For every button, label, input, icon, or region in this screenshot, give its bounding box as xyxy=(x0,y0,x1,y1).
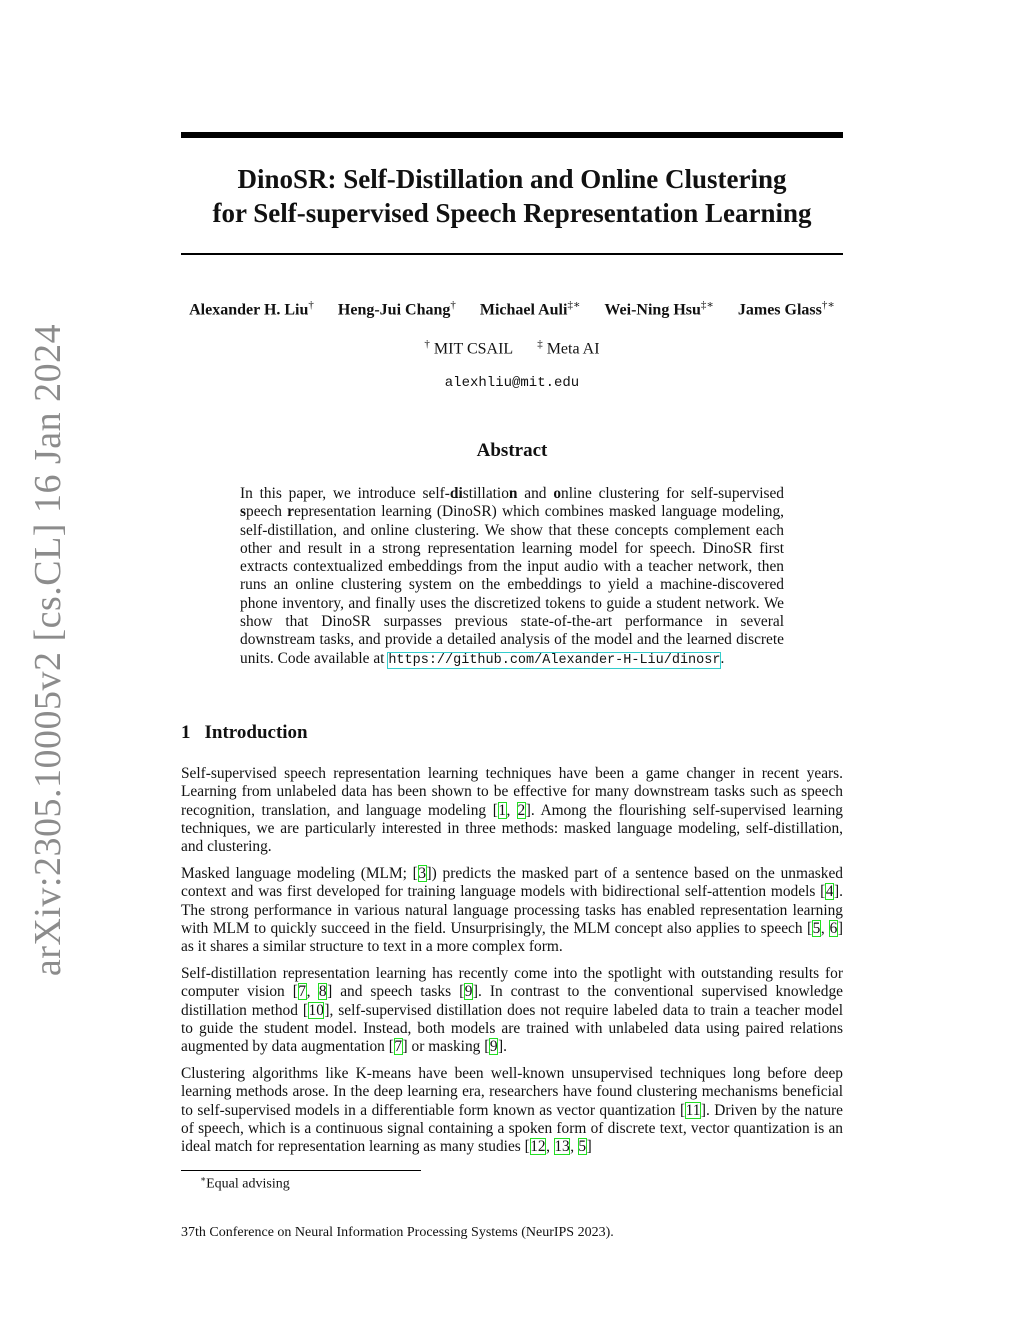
author-affiliation-mark: † xyxy=(308,299,314,311)
citation-link[interactable]: 13 xyxy=(554,1138,570,1156)
abstract-bold-letter: r xyxy=(287,503,294,521)
text-segment: ] xyxy=(586,1138,592,1156)
citation-link[interactable]: 11 xyxy=(685,1101,701,1119)
affiliation-list xyxy=(181,338,843,358)
citation-link[interactable]: 7 xyxy=(394,1038,403,1056)
text-segment: , xyxy=(570,1138,578,1156)
intro-paragraph-2 xyxy=(181,865,843,956)
citation-link[interactable]: 3 xyxy=(418,864,427,882)
abstract-bold-letter: di xyxy=(449,485,463,502)
text-segment: , xyxy=(306,983,319,1001)
author-name: Michael Auli xyxy=(479,301,568,319)
author-name: Heng-Jui Chang xyxy=(337,301,451,319)
affiliation-mark: ‡ xyxy=(537,338,543,350)
author-affiliation-mark: †∗ xyxy=(821,299,835,311)
code-repository-link[interactable]: https://github.com/Alexander-H-Liu/dinosr xyxy=(388,652,721,668)
footnote xyxy=(200,1174,290,1193)
section-title: Introduction xyxy=(204,722,308,743)
author-name: James Glass xyxy=(737,301,822,319)
author-name: Wei-Ning Hsu xyxy=(604,301,701,319)
citation-link[interactable]: 5 xyxy=(812,919,821,937)
affiliation-name: Meta AI xyxy=(546,340,600,358)
affiliation xyxy=(537,338,599,358)
citation-link[interactable]: 9 xyxy=(489,1038,498,1056)
venue-notice: 37th Conference on Neural Information Processing Systems (NeurIPS 2023). xyxy=(181,1225,614,1240)
author xyxy=(604,298,713,319)
citation-link[interactable]: 8 xyxy=(318,983,327,1001)
abstract-segment: nline clustering for self-supervised xyxy=(561,485,784,502)
affiliation-mark: † xyxy=(424,338,430,350)
citation-link[interactable]: 9 xyxy=(464,983,473,1001)
abstract-segment: stillatio xyxy=(462,485,509,502)
title-top-rule xyxy=(181,132,843,138)
contact-email: alexhliu@mit.edu xyxy=(444,375,580,391)
text-segment: ] and speech tasks [ xyxy=(327,983,465,1001)
text-segment: ]. Driven by the nature of speech, which is a continuous signal containing a spoken form of discrete text, vector quantization is an ideal match for representation learning as many studies [ xyxy=(181,1101,843,1156)
text-segment: ] or masking [ xyxy=(402,1038,490,1056)
author-affiliation-mark: ‡∗ xyxy=(700,299,714,311)
text-segment: ]) predicts the masked part of a sentence based on the unmasked context and was first developed for training language models with bidirectional self-attention models [ xyxy=(181,864,843,901)
text-segment: ]. The strong performance in various natural language processing tasks has enabled representation learning with MLM to quickly succeed in the field. Unsurprisingly, the MLM concept also applies to speech [ xyxy=(181,883,843,937)
paper-title xyxy=(181,162,843,230)
text-segment: Masked language modeling (MLM; [ xyxy=(181,864,418,882)
abstract-bold-letter: o xyxy=(553,485,562,502)
footnote-text: Equal advising xyxy=(206,1176,290,1192)
text-segment: , xyxy=(506,801,518,819)
abstract-segment: epresentation learning (DinoSR) which combines masked language modeling, self-distillation, and online clustering. We show that these concepts complement each other and result in a strong representation learning model for speech. DinoSR first extracts contextualized embeddings from the input audio with a teacher network, then runs an online clustering system on the embeddings to yield a machine-discovered phone inventory, and finally uses the discretized tokens to guide a student network. We show that DinoSR surpasses previous state-of-the-art performance in several downstream tasks, and provide a detailed analysis of the model and the learned discrete units. Code available at xyxy=(240,503,784,667)
author-affiliation-mark: ‡∗ xyxy=(567,299,581,311)
text-segment: Clustering algorithms like K-means have been well-known unsupervised techniques long before deep learning methods arose. In the deep learning era, researchers have found clustering mechanisms beneficial to self-supervised models in a differentiable form known as vector quantization [ xyxy=(181,1064,843,1119)
text-segment: ]. xyxy=(498,1038,508,1056)
abstract-segment: and xyxy=(517,485,554,502)
text-segment: , xyxy=(820,919,830,937)
abstract-segment: peech xyxy=(246,503,288,521)
author-list xyxy=(140,298,884,319)
citation-link[interactable]: 1 xyxy=(498,801,507,819)
affiliation xyxy=(424,338,513,358)
citation-link[interactable]: 5 xyxy=(578,1138,587,1156)
text-segment: ], self-supervised distillation does not require labeled data to train a teacher model to guide the student model. Instead, both models are trained with unlabeled data using paired relations augmented by data augmentation [ xyxy=(181,1001,843,1056)
author xyxy=(480,298,581,319)
title-line-2: for Self-supervised Speech Representation Learning xyxy=(212,198,812,228)
footnote-mark: ∗ xyxy=(200,1174,207,1184)
title-line-1: DinoSR: Self-Distillation and Online Clustering xyxy=(237,164,787,194)
text-segment: Self-supervised speech representation learning techniques have been a game changer in recent years. Learning from unlabeled data has been shown to be effective for many downstream tasks such as speech recognition, translation, and language modeling [ xyxy=(181,765,843,819)
citation-link[interactable]: 7 xyxy=(298,983,307,1001)
abstract-bold-letter: n xyxy=(508,485,518,502)
citation-link[interactable]: 6 xyxy=(829,919,838,937)
title-bottom-rule xyxy=(181,253,843,255)
citation-link[interactable]: 12 xyxy=(530,1138,546,1156)
affiliation-name: MIT CSAIL xyxy=(433,340,514,358)
author xyxy=(189,299,314,319)
introduction-body xyxy=(181,765,843,1165)
abstract-segment: In this paper, we introduce self- xyxy=(240,485,450,502)
text-segment: ] as it shares a similar structure to text in a more complex form. xyxy=(181,919,843,956)
abstract-segment: . xyxy=(720,649,725,667)
text-segment: ]. In contrast to the conventional supervised knowledge distillation method [ xyxy=(181,983,843,1019)
abstract-bold-letter: s xyxy=(240,503,246,521)
arxiv-identifier: arXiv:2305.10005v2 [cs.CL] 16 Jan 2024 xyxy=(27,323,69,977)
author xyxy=(338,299,456,319)
citation-link[interactable]: 4 xyxy=(825,883,834,901)
author-name: Alexander H. Liu xyxy=(189,301,309,319)
intro-paragraph-4 xyxy=(181,1065,843,1156)
text-segment: ]. Among the flourishing self-supervised learning techniques, we are particularly interested in three methods: masked language modeling, self-distillation, and clustering. xyxy=(181,801,844,856)
author-affiliation-mark: † xyxy=(450,299,456,311)
abstract-text xyxy=(240,485,784,670)
section-heading-introduction xyxy=(181,722,308,744)
abstract-heading: Abstract xyxy=(476,440,548,461)
author xyxy=(738,298,835,319)
footnote-rule xyxy=(181,1170,421,1171)
section-number: 1 xyxy=(181,722,191,743)
text-segment: , xyxy=(546,1138,554,1156)
text-segment: Self-distillation representation learning has recently come into the spotlight with outstanding results for computer vision [ xyxy=(181,964,843,1001)
citation-link[interactable]: 10 xyxy=(308,1001,324,1019)
citation-link[interactable]: 2 xyxy=(517,801,526,819)
intro-paragraph-3 xyxy=(181,965,843,1056)
intro-paragraph-1 xyxy=(181,765,843,856)
